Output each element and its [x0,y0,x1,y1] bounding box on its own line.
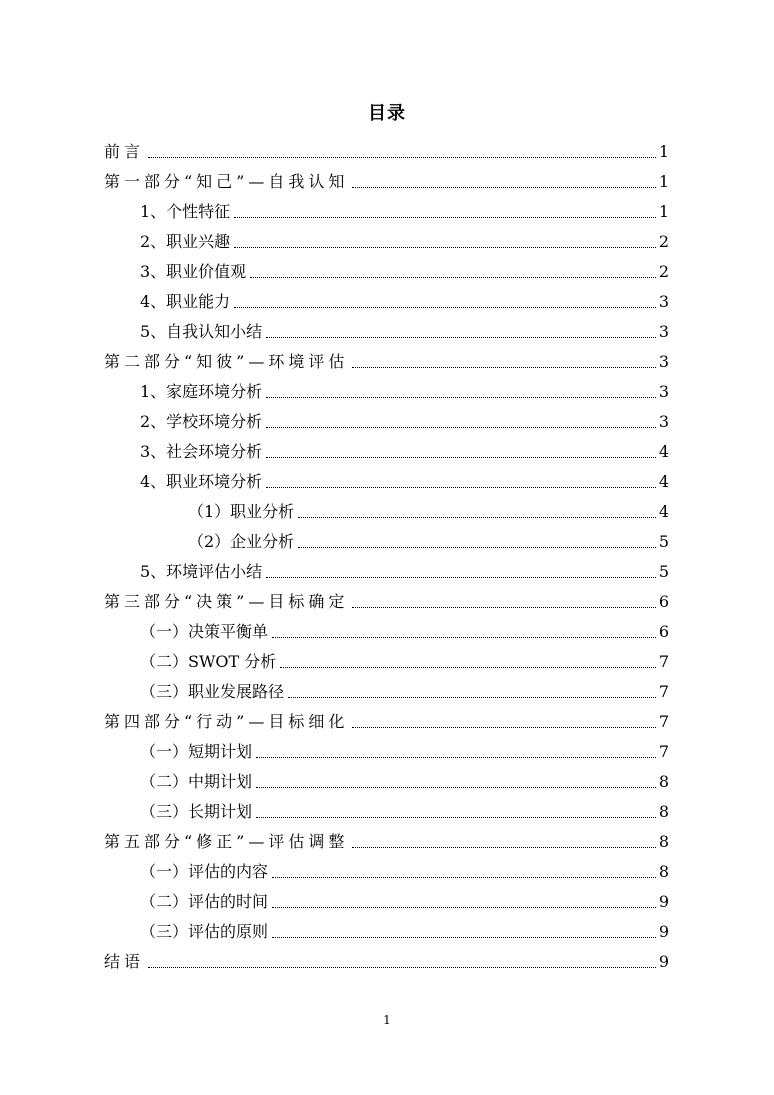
toc-entry[interactable] [104,767,669,797]
dot-leader [266,427,656,428]
toc-entry-label: （2）企业分析 [188,532,295,551]
toc-entry[interactable] [104,707,669,737]
toc-entry[interactable] [104,827,669,857]
dot-leader [266,577,656,578]
toc-entry[interactable] [104,617,669,647]
toc-entry-page: 7 [658,652,669,671]
toc-entry[interactable] [104,797,669,827]
dot-leader [256,787,656,788]
dot-leader [234,247,656,248]
toc-entry-page: 2 [658,262,669,281]
toc-entry-page: 1 [658,172,669,191]
toc-entry[interactable] [104,167,669,197]
toc-title: 目录 [368,103,406,124]
toc-entry-label: 5、环境评估小结 [140,562,263,581]
toc-entry-label: 3、职业价值观 [140,262,247,281]
dot-leader [352,607,655,608]
toc-entry[interactable] [104,137,669,167]
toc-entry-page: 2 [658,232,669,251]
dot-leader [148,157,656,158]
toc-entry[interactable] [104,407,669,437]
toc-entry-page: 8 [658,862,669,881]
toc-entry-page: 8 [658,832,669,851]
toc-entry-label: （三）长期计划 [140,802,253,821]
toc-entry[interactable] [104,287,669,317]
dot-leader [256,817,656,818]
dot-leader [250,277,656,278]
toc-entry-label: （一）评估的内容 [140,862,269,881]
toc-entry[interactable] [104,437,669,467]
toc-entry[interactable] [104,197,669,227]
toc-entry-label: （三）职业发展路径 [140,682,285,701]
dot-leader [266,457,656,458]
toc-entry-page: 3 [658,382,669,401]
dot-leader [266,337,656,338]
toc-entry-label: （一）短期计划 [140,742,253,761]
toc-entry[interactable] [104,857,669,887]
toc-entry-label: （二）SWOT 分析 [140,652,277,671]
toc-entry-page: 1 [658,202,669,221]
dot-leader [256,757,656,758]
toc-entry-label: 第五部分“修正”—评估调整 [104,832,349,851]
toc-entry[interactable] [104,527,669,557]
toc-entry-label: 1、家庭环境分析 [140,382,263,401]
toc-entry-label: 第一部分“知己”—自我认知 [104,172,349,191]
dot-leader [298,517,656,518]
toc-entry-page: 7 [658,742,669,761]
toc-entry[interactable] [104,677,669,707]
toc-entry[interactable] [104,917,669,947]
toc-entry[interactable] [104,887,669,917]
dot-leader [266,397,656,398]
dot-leader [234,307,656,308]
toc-entry-page: 3 [658,352,669,371]
toc-entry-label: （1）职业分析 [188,502,295,521]
table-of-contents [104,137,669,977]
toc-entry-page: 8 [658,772,669,791]
toc-entry[interactable] [104,557,669,587]
toc-entry-label: 第四部分“行动”—目标细化 [104,712,349,731]
dot-leader [352,367,655,368]
toc-entry-label: 4、职业能力 [140,292,231,311]
dot-leader [298,547,656,548]
toc-entry-page: 5 [658,532,669,551]
toc-entry[interactable] [104,647,669,677]
toc-entry-page: 6 [658,622,669,641]
toc-entry-label: 结语 [104,952,145,971]
toc-entry-label: 5、自我认知小结 [140,322,263,341]
toc-entry-page: 3 [658,412,669,431]
toc-entry[interactable] [104,587,669,617]
dot-leader [272,907,656,908]
toc-entry-label: 4、职业环境分析 [140,472,263,491]
toc-entry-page: 5 [658,562,669,581]
toc-entry[interactable] [104,947,669,977]
toc-entry-page: 6 [658,592,669,611]
dot-leader [280,667,656,668]
toc-entry-label: （一）决策平衡单 [140,622,269,641]
toc-entry-label: 1、个性特征 [140,202,231,221]
toc-entry-page: 8 [658,802,669,821]
toc-entry-label: 第二部分“知彼”—环境评估 [104,352,349,371]
toc-entry-page: 9 [658,922,669,941]
toc-entry[interactable] [104,257,669,287]
toc-entry-page: 3 [658,292,669,311]
toc-entry-page: 4 [658,502,669,521]
toc-entry-label: （二）评估的时间 [140,892,269,911]
dot-leader [352,847,655,848]
dot-leader [266,487,656,488]
toc-entry[interactable] [104,227,669,257]
toc-entry-label: 3、社会环境分析 [140,442,263,461]
toc-entry-page: 7 [658,682,669,701]
toc-entry-page: 4 [658,472,669,491]
toc-entry-page: 9 [658,952,669,971]
dot-leader [352,727,655,728]
toc-entry-page: 4 [658,442,669,461]
toc-entry-page: 9 [658,892,669,911]
toc-entry-label: 第三部分“决策”—目标确定 [104,592,349,611]
toc-entry-page: 7 [658,712,669,731]
page-number-footer: 1 [383,1013,391,1027]
dot-leader [288,697,656,698]
dot-leader [234,217,656,218]
dot-leader [272,877,656,878]
toc-entry-page: 3 [658,322,669,341]
toc-entry-label: 2、学校环境分析 [140,412,263,431]
toc-entry[interactable] [104,497,669,527]
dot-leader [148,967,656,968]
toc-entry-page: 1 [658,142,669,161]
toc-entry-label: 2、职业兴趣 [140,232,231,251]
toc-entry[interactable] [104,317,669,347]
toc-entry[interactable] [104,347,669,377]
dot-leader [272,637,656,638]
toc-entry-label: （三）评估的原则 [140,922,269,941]
dot-leader [272,937,656,938]
toc-entry[interactable] [104,467,669,497]
dot-leader [352,187,655,188]
toc-entry-label: 前言 [104,142,145,161]
toc-entry-label: （二）中期计划 [140,772,253,791]
toc-entry[interactable] [104,377,669,407]
toc-entry[interactable] [104,737,669,767]
